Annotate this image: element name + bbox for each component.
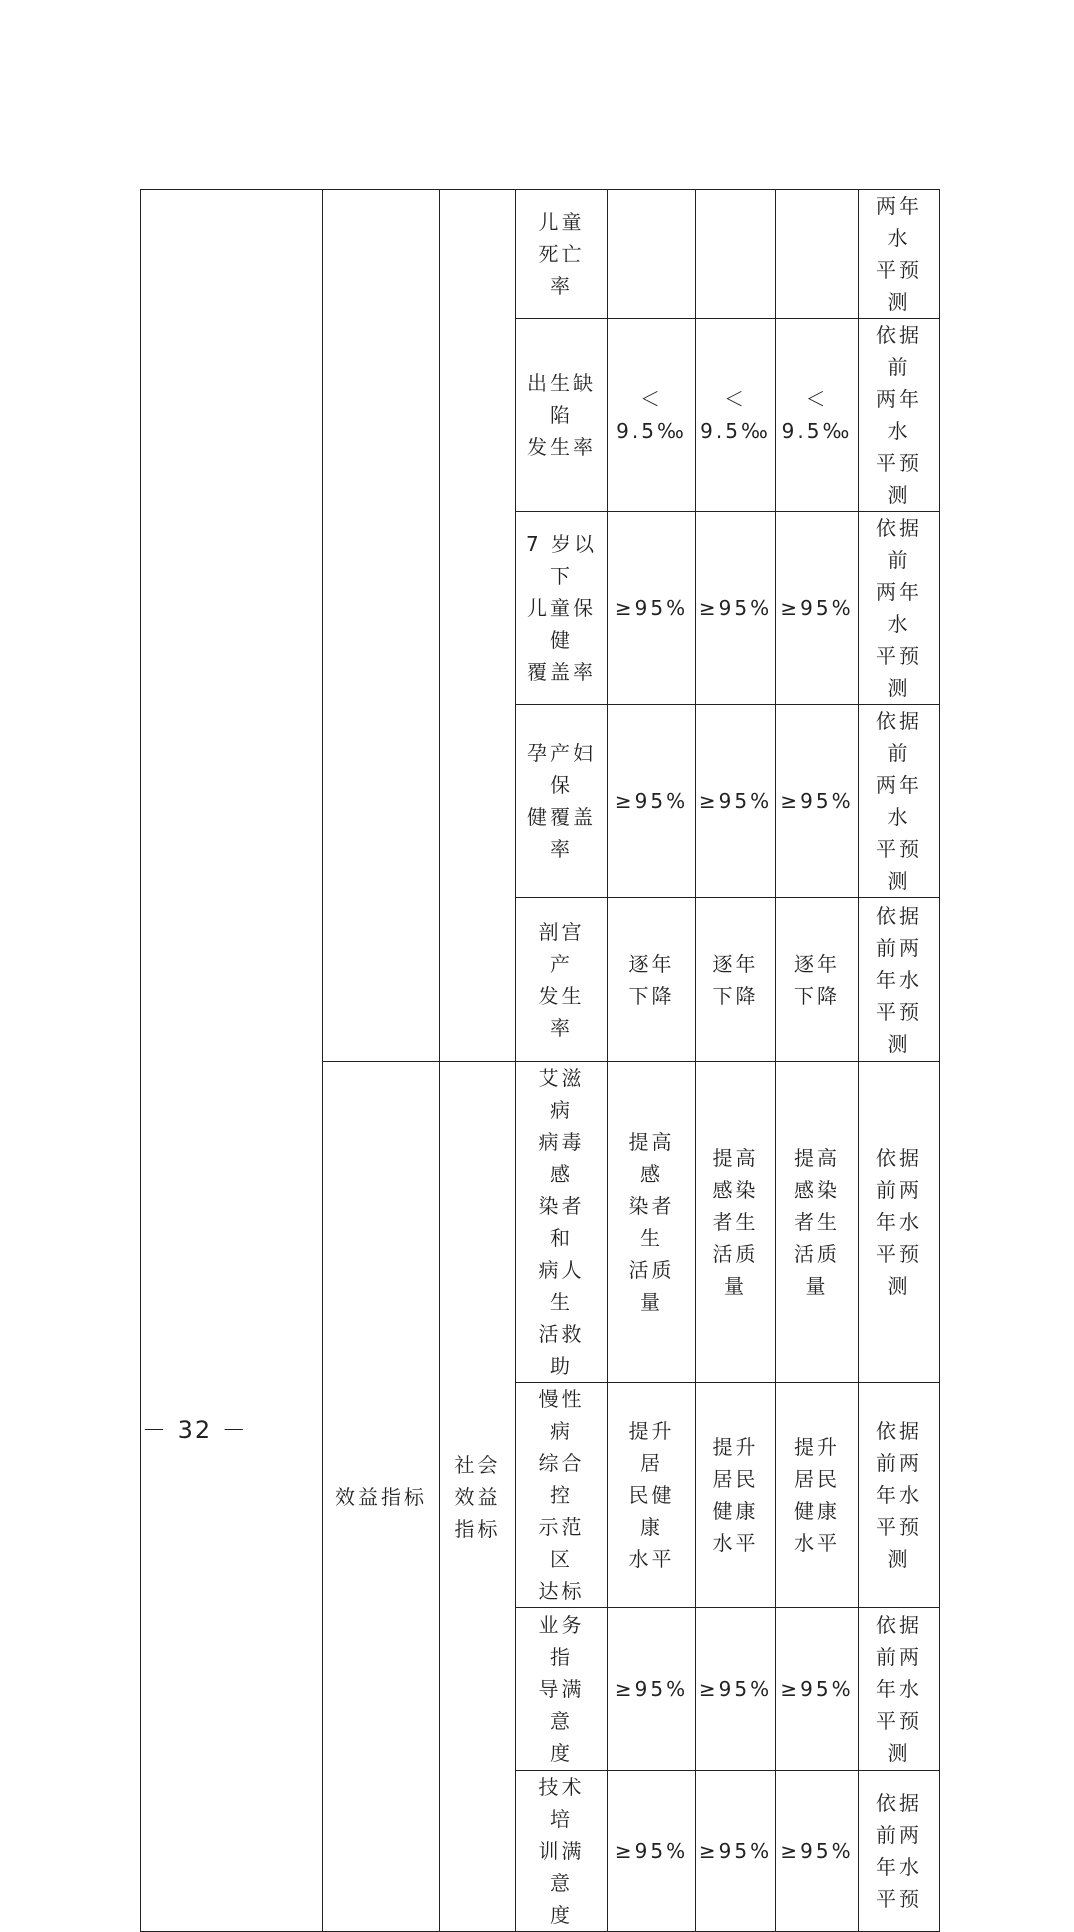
indicator-name: 7 岁以下 儿童保健 覆盖率 <box>516 512 608 705</box>
target-value-3: 提升 居民 健康 水平 <box>776 1383 859 1608</box>
target-value-2: ≥95% <box>696 512 776 705</box>
target-value-3: ≥95% <box>776 512 859 705</box>
indicator-name: 出生缺陷 发生率 <box>516 319 608 512</box>
blank-level1-cell <box>323 190 440 1062</box>
basis-note: 依据 前两 年水 平预 测 <box>859 898 940 1062</box>
target-value-2: ≥95% <box>696 1771 776 1932</box>
indicator-name: 艾滋病 病毒感 染者和 病人生 活救助 <box>516 1062 608 1383</box>
target-value-3: ≥95% <box>776 705 859 898</box>
sub-section-label: 社会 效益 指标 <box>440 1062 516 1932</box>
target-value-1: ≥95% <box>608 512 696 705</box>
indicator-name: 儿童 死亡率 <box>516 190 608 319</box>
table-row <box>141 190 940 319</box>
target-value-1: 提升居 民健康 水平 <box>608 1383 696 1608</box>
target-value-2: 提升 居民 健康 水平 <box>696 1383 776 1608</box>
basis-note: 依据 前两 年水 平预 测 <box>859 1383 940 1608</box>
basis-note: 依据前 两年水 平预测 <box>859 705 940 898</box>
target-value-2: 提高 感染 者生 活质 量 <box>696 1062 776 1383</box>
section-label: 效益指标 <box>323 1062 440 1932</box>
target-value-2 <box>696 190 776 319</box>
basis-note: 依据前 两年水 平预测 <box>859 319 940 512</box>
basis-note: 依据 前两 年水 平预 测 <box>859 1608 940 1771</box>
target-value-3: ≥95% <box>776 1771 859 1932</box>
target-value-1: ≥95% <box>608 705 696 898</box>
blank-first-column <box>141 190 323 1932</box>
basis-note: 依据 前两 年水 平预 测 <box>859 1062 940 1383</box>
basis-note: 依据 前两 年水 平预 <box>859 1771 940 1932</box>
target-value-1: 逐年 下降 <box>608 898 696 1062</box>
indicator-name: 孕产妇保 健覆盖率 <box>516 705 608 898</box>
target-value-2: 逐年 下降 <box>696 898 776 1062</box>
target-value-3: 逐年 下降 <box>776 898 859 1062</box>
indicator-table <box>140 189 940 1932</box>
target-value-1: ≥95% <box>608 1608 696 1771</box>
target-value-3: 提高 感染 者生 活质 量 <box>776 1062 859 1383</box>
indicator-name: 业务指 导满意 度 <box>516 1608 608 1771</box>
target-value-1: ≥95% <box>608 1771 696 1932</box>
target-value-3 <box>776 190 859 319</box>
target-value-2: ≥95% <box>696 705 776 898</box>
indicator-name: 技术培 训满意 度 <box>516 1771 608 1932</box>
target-value-3: ＜9.5‰ <box>776 319 859 512</box>
indicator-name: 慢性病 综合控 示范区 达标 <box>516 1383 608 1608</box>
target-value-1: 提高感 染者生 活质量 <box>608 1062 696 1383</box>
page-number: － 32 － <box>142 1416 248 1444</box>
target-value-1 <box>608 190 696 319</box>
basis-note: 两年水 平预测 <box>859 190 940 319</box>
blank-level2-cell <box>440 190 516 1062</box>
target-value-2: ＜9.5‰ <box>696 319 776 512</box>
target-value-2: ≥95% <box>696 1608 776 1771</box>
target-value-3: ≥95% <box>776 1608 859 1771</box>
indicator-name: 剖宫产 发生率 <box>516 898 608 1062</box>
target-value-1: ＜9.5‰ <box>608 319 696 512</box>
basis-note: 依据前 两年水 平预测 <box>859 512 940 705</box>
